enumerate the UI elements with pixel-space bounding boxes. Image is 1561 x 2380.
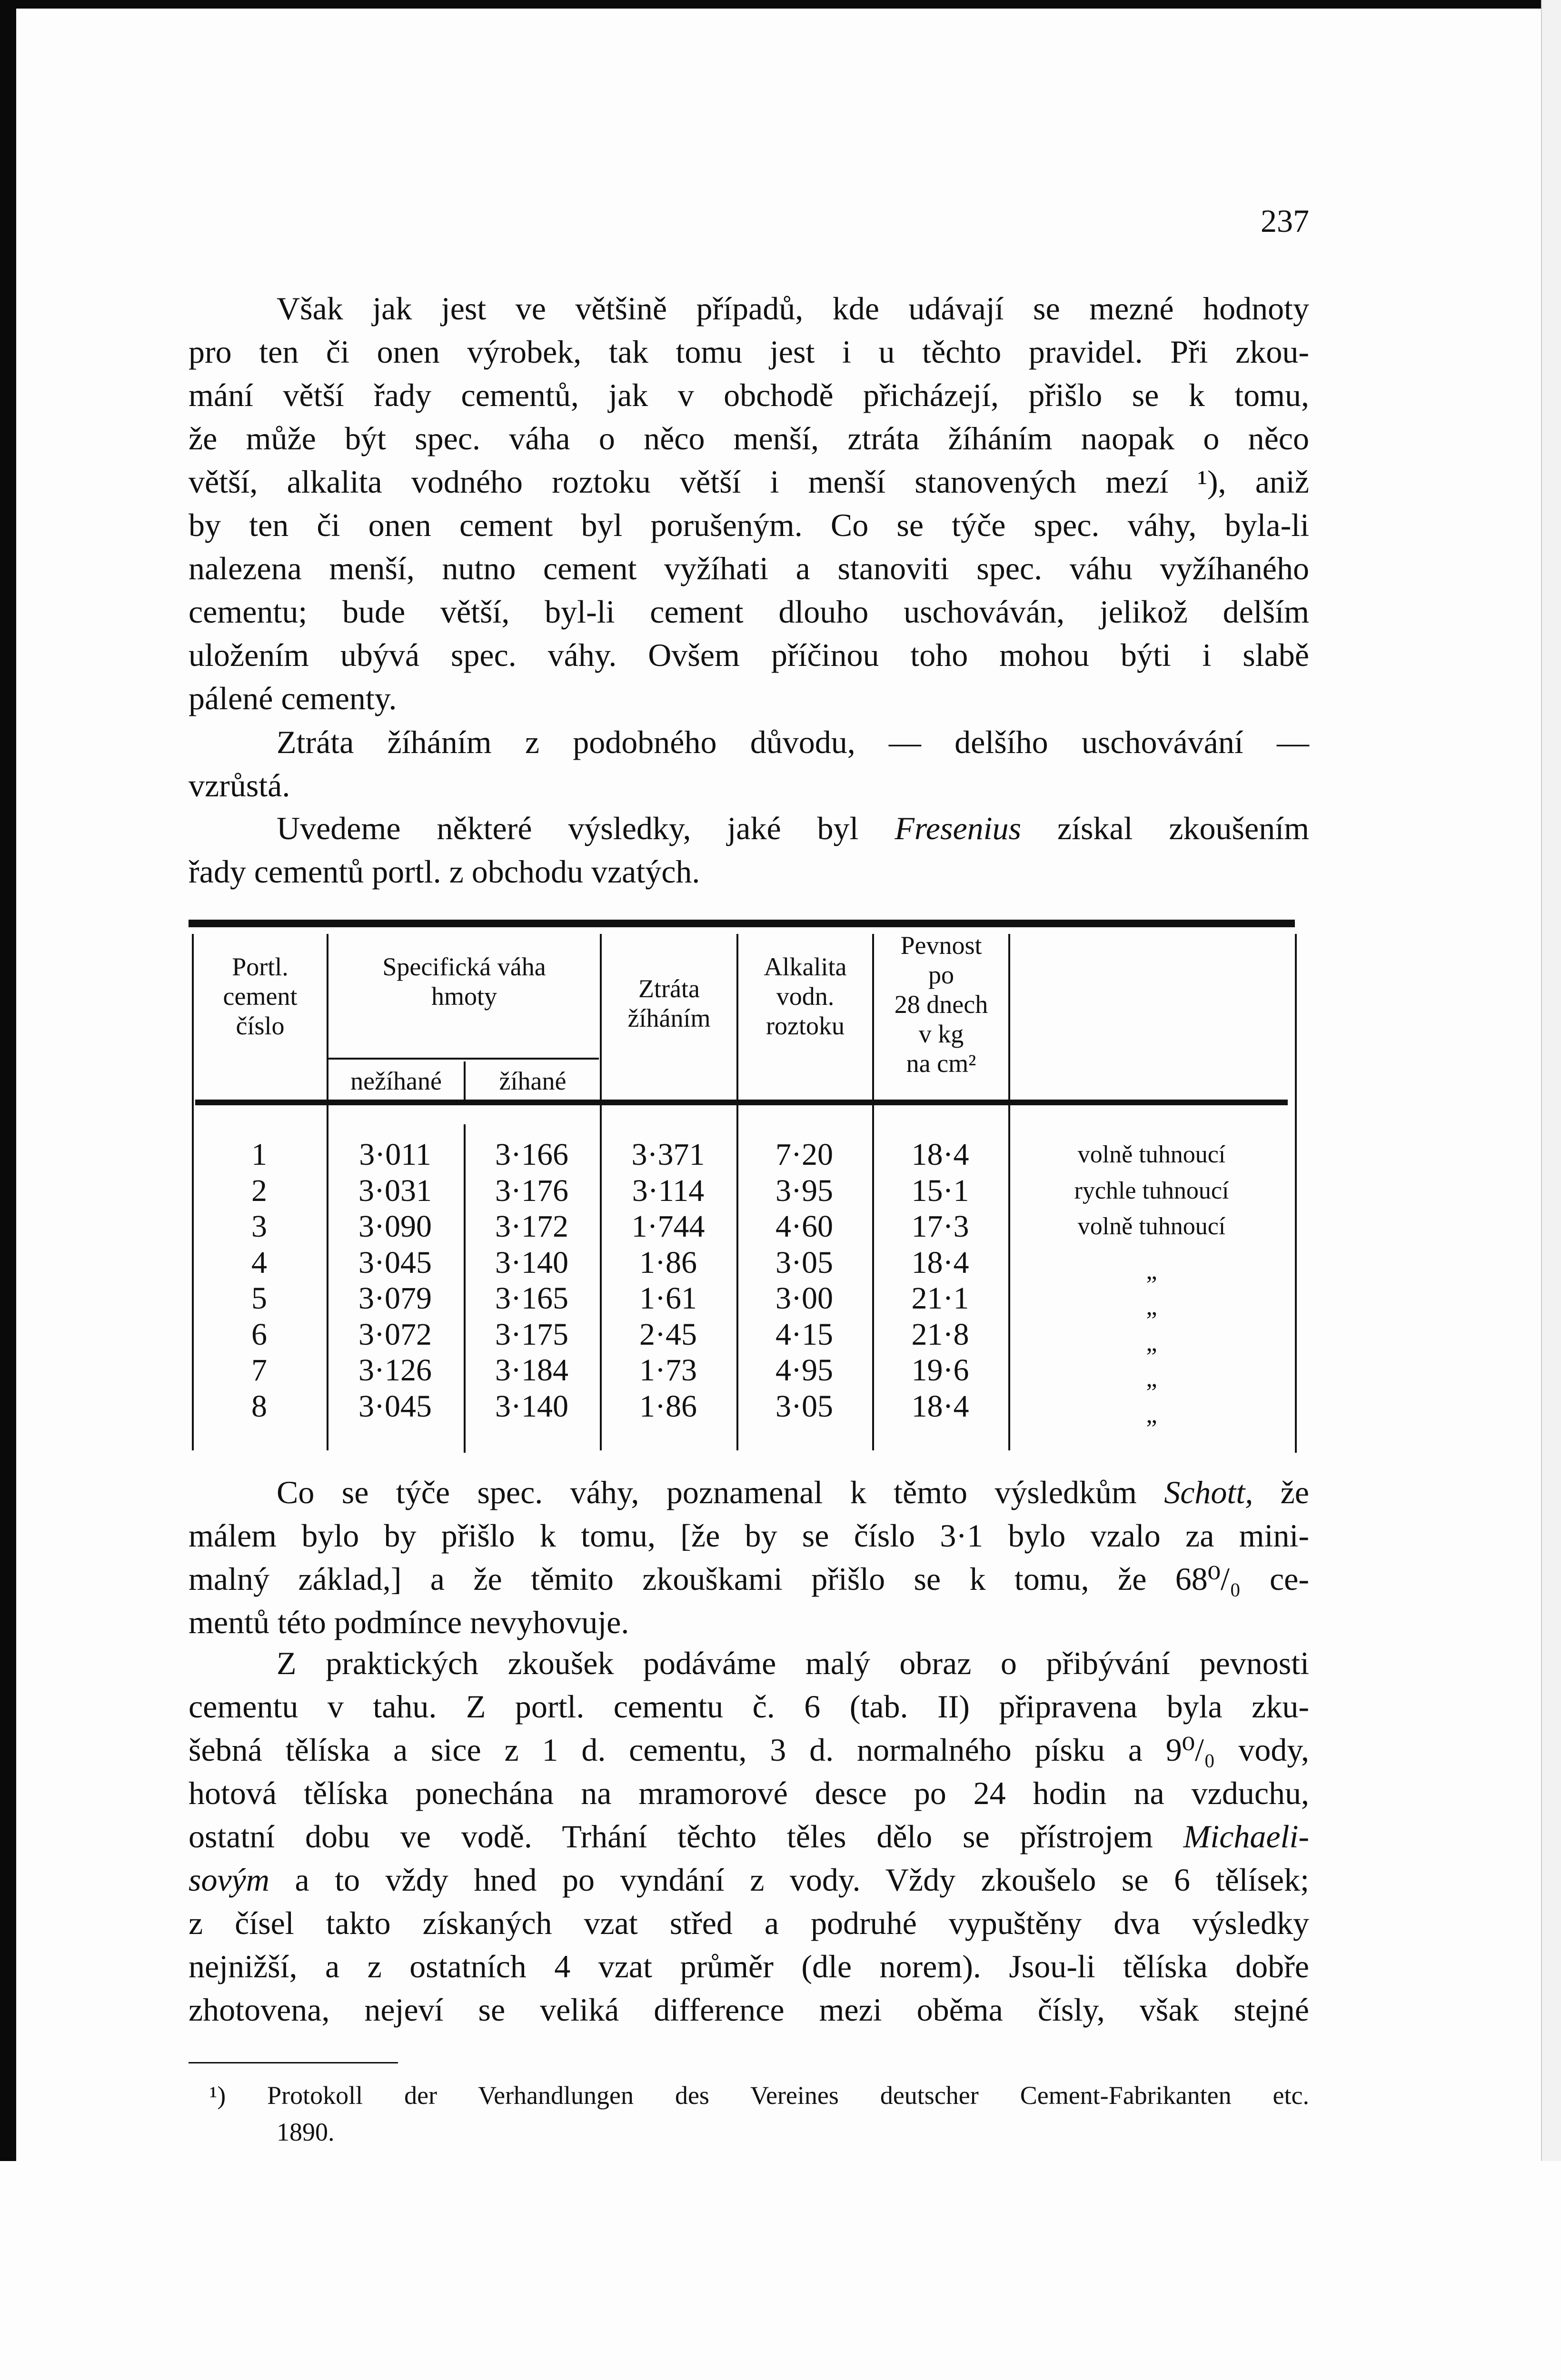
table-cell: 21·1 (911, 1281, 969, 1316)
paragraph-line: Ztráta žíháním z podobného důvodu, — delšího uschovávání — (277, 724, 1309, 760)
paragraph-line: mentů této podmínce nevyhovuje. (189, 1604, 629, 1640)
table-cell: 3·166 (495, 1137, 568, 1172)
table-cell: 1·86 (639, 1388, 697, 1424)
table-cell: 18·4 (911, 1245, 969, 1280)
paragraph-line: z čísel takto získaných vzat střed a podruhé vypuštěny dva výsledky (189, 1905, 1309, 1941)
italic-name: Fresenius (895, 810, 1021, 846)
table-cell: 8 (251, 1388, 267, 1424)
table-cell: 3·140 (495, 1245, 568, 1280)
italic-name: sovým (189, 1862, 269, 1898)
paragraph-line (189, 1858, 1309, 1902)
header-loss: žíháním (627, 1004, 711, 1032)
table-cell: 1·73 (639, 1353, 697, 1388)
table-cell: 3·126 (358, 1353, 432, 1388)
header-strength: 28 dnech (894, 990, 988, 1019)
table-cell: 3·114 (632, 1173, 705, 1208)
paragraph-line: řady cementů portl. z obchodu vzatých. (189, 853, 700, 890)
text-span: Co se týče spec. váhy, poznamenal k těmto výsledkům (277, 1474, 1164, 1510)
text-span: získal zkoušením (1021, 810, 1309, 846)
header-alk: Alkalita (764, 952, 847, 981)
paragraph-line (277, 1471, 1309, 1514)
table-cell: 4·95 (776, 1353, 833, 1388)
table-cell-remark: „ (1146, 1365, 1157, 1392)
table-cell-remark: „ (1146, 1329, 1157, 1357)
text-span: a to vždy hned po vyndání z vody. Vždy zkoušelo se 6 tělísek; (269, 1862, 1309, 1898)
table-column-line (1295, 934, 1297, 1453)
paragraph-line: cementu v tahu. Z portl. cementu č. 6 (tab. II) připravena byla zku- (189, 1688, 1309, 1725)
table-cell: 3·175 (495, 1317, 568, 1352)
table-cell: 3·090 (358, 1209, 432, 1244)
table-cell: 4·15 (776, 1317, 833, 1352)
paragraph-line: nejnižší, a z ostatních 4 vzat průměr (dle norem). Jsou-li tělíska dobře (189, 1948, 1309, 1984)
table-cell: 15·1 (911, 1173, 969, 1208)
table-cell: 2·45 (639, 1317, 697, 1352)
header-cement: cement (223, 982, 298, 1011)
table-cell: 6 (251, 1317, 267, 1352)
table-header-rule (195, 1100, 1288, 1105)
table-cell: 7·20 (776, 1137, 833, 1172)
table-cell: 3·371 (631, 1137, 705, 1172)
header-alk: vodn. (776, 982, 835, 1011)
paragraph-line (189, 1815, 1309, 1858)
table-cell: 3·165 (495, 1281, 568, 1316)
table-cell: 3·045 (358, 1388, 432, 1424)
text-span: že (1253, 1474, 1309, 1510)
table-cell: 2 (251, 1173, 267, 1208)
paragraph-line: hotová tělíska ponechána na mramorové desce po 24 hodin na vzduchu, (189, 1775, 1309, 1811)
scan-border-left (0, 0, 16, 2161)
table-cell: 1 (251, 1137, 267, 1172)
table-cell: 18·4 (911, 1388, 969, 1424)
table-cell: 3·05 (776, 1245, 833, 1280)
table-cell: 7 (251, 1353, 267, 1388)
table-cell-remark: rychle tuhnoucí (1074, 1177, 1229, 1204)
italic-name: Michaeli- (1183, 1818, 1309, 1854)
table-cell: 3·072 (358, 1317, 432, 1352)
table-cell: 4 (251, 1245, 267, 1280)
header-spec-sub: žíhané (499, 1067, 567, 1095)
paragraph-line: cementu; bude větší, byl-li cement dlouho uschováván, jelikož delším (189, 594, 1309, 630)
paragraph-line: vzrůstá. (189, 767, 290, 803)
paragraph-line: mání větší řady cementů, jak v obchodě přicházejí, přišlo se k tomu, (189, 377, 1309, 413)
table-cell: 3 (251, 1209, 267, 1244)
table-cell: 1·744 (631, 1209, 705, 1244)
paragraph-line: málem bylo by přišlo k tomu, [že by se číslo 3·1 bylo vzalo za mini- (189, 1517, 1309, 1554)
paragraph-line: malný základ,] a že těmito zkouškami přišlo se k tomu, že 68⁰/₀ ce- (189, 1561, 1309, 1597)
paragraph-line: zhotovena, nejeví se veliká difference mezi oběma čísly, však stejné (189, 1992, 1309, 2028)
header-strength: v kg (918, 1020, 964, 1048)
header-strength: po (928, 961, 954, 989)
header-strength: Pevnost (900, 931, 982, 960)
text-span: Uvedeme některé výsledky, jaké byl (277, 810, 895, 846)
paragraph-line: šebná tělíska a sice z 1 d. cementu, 3 d. normalného písku a 9⁰/₀ vody, (189, 1732, 1309, 1768)
table-cell: 1·86 (639, 1245, 697, 1280)
footnote-rule (189, 2062, 398, 2063)
footnote-line: 1890. (277, 2118, 335, 2146)
header-cement: Portl. (232, 952, 288, 981)
table-cell: 3·031 (358, 1173, 432, 1208)
table-cell: 5 (251, 1281, 267, 1316)
table-cell: 21·8 (911, 1317, 969, 1352)
table-cell: 3·079 (358, 1281, 432, 1316)
italic-name: Schott, (1164, 1474, 1253, 1510)
paragraph-line (277, 807, 1309, 850)
table-cell-remark: volně tuhnoucí (1077, 1141, 1226, 1168)
paragraph-line: Z praktických zkoušek podáváme malý obraz o přibývání pevnosti (277, 1645, 1309, 1681)
table-cell-remark: volně tuhnoucí (1077, 1213, 1226, 1240)
header-loss: Ztráta (638, 974, 700, 1003)
table-cell: 1·61 (639, 1281, 697, 1316)
paragraph-line: pálené cementy. (189, 680, 397, 716)
table-cell-remark: „ (1146, 1401, 1157, 1428)
table-cell-remark: „ (1146, 1257, 1157, 1285)
header-cement: číslo (236, 1012, 285, 1040)
table-cell: 3·95 (776, 1173, 833, 1208)
table-cell: 3·172 (495, 1209, 568, 1244)
header-spec-sub: nežíhané (350, 1067, 442, 1095)
paragraph-line: že může být spec. váha o něco menší, ztráta žíháním naopak o něco (189, 420, 1309, 456)
table-cell: 3·00 (776, 1281, 833, 1316)
table-cell: 3·05 (776, 1388, 833, 1424)
paragraph-line: pro ten či onen výrobek, tak tomu jest i u těchto pravidel. Při zkou- (189, 334, 1309, 370)
header-strength: na cm² (906, 1049, 976, 1078)
paragraph-line: větší, alkalita vodného roztoku větší i menší stanovených mezí ¹), aniž (189, 464, 1309, 500)
table-cell: 19·6 (911, 1353, 969, 1388)
table-cell-remark: „ (1146, 1293, 1157, 1320)
table-cell: 3·184 (495, 1353, 568, 1388)
table-cell: 4·60 (776, 1209, 833, 1244)
paragraph-line: uložením ubývá spec. váhy. Ovšem příčinou toho mohou býti i slabě (189, 637, 1309, 673)
header-alk: roztoku (766, 1012, 845, 1040)
paragraph-line: by ten či onen cement byl porušeným. Co se týče spec. váhy, byla-li (189, 507, 1309, 543)
table-top-rule (189, 920, 1295, 927)
scan-border-top (0, 0, 1561, 9)
spec-subheader-rule (328, 1058, 599, 1060)
table-cell: 3·176 (495, 1173, 568, 1208)
page-number: 237 (1261, 203, 1309, 239)
paragraph-line: Však jak jest ve většině případů, kde udávají se mezné hodnoty (277, 290, 1309, 327)
table-cell: 3·045 (358, 1245, 432, 1280)
text-span: ostatní dobu ve vodě. Trhání těchto těles dělo se přístrojem (189, 1818, 1183, 1854)
footnote-line: ¹) Protokoll der Verhandlungen des Vereines deutscher Cement-Fabrikanten etc. (209, 2081, 1309, 2110)
table-cell: 17·3 (911, 1209, 969, 1244)
table-cell: 3·011 (359, 1137, 431, 1172)
header-spec: Specifická váha (382, 952, 546, 981)
paragraph-line: nalezena menší, nutno cement vyžíhati a stanoviti spec. váhu vyžíhaného (189, 550, 1309, 586)
header-spec: hmoty (431, 982, 497, 1011)
table-cell: 18·4 (911, 1137, 969, 1172)
scan-border-right (1541, 0, 1561, 2161)
table-cell: 3·140 (495, 1388, 568, 1424)
